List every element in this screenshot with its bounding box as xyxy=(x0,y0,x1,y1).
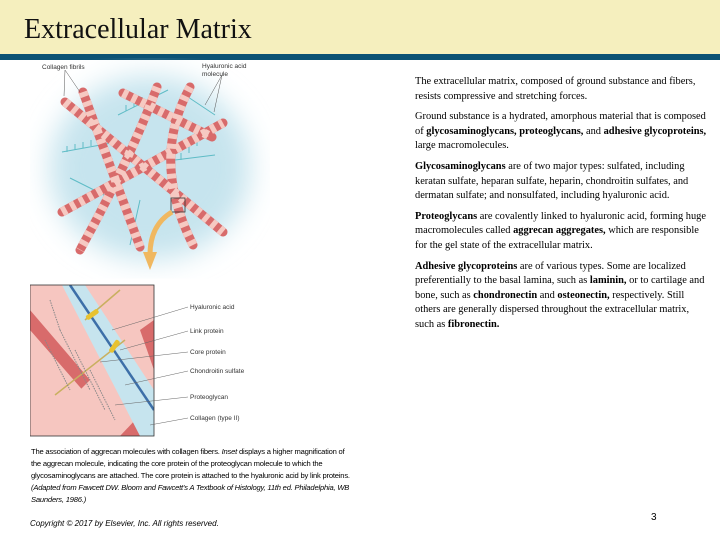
p1-text: The extracellular matrix, composed of ground substance and fibers, resists compressive and stretching forces. xyxy=(415,76,696,102)
p5-d: or to cartilage and bone, such as xyxy=(415,275,705,301)
slide-header xyxy=(0,0,720,54)
p5-e: chondronectin xyxy=(473,289,538,301)
label-core-protein: Core protein xyxy=(190,349,226,356)
p4-b: are covalently linked to hyaluronic acid, forming huge macromolecules called xyxy=(415,210,706,237)
p5-b: are of various types. Some are localized preferentially to the basal lamina, such as xyxy=(415,260,686,287)
p3-b: are of two major types: sulfated, including keratan sulfate, heparan sulfate, heparin, chondroitin sulfates, and dermatan sulfate; and nonsulfated, including hyaluronic acid. xyxy=(415,160,689,202)
caption-text-1: The association of aggrecan molecules with collagen fibers. xyxy=(31,447,222,456)
ecm-figure xyxy=(30,58,400,443)
paragraph-proteoglycans xyxy=(415,210,707,254)
p2-a: Ground substance is a hydrated, amorphous material that is composed of xyxy=(415,111,706,137)
figure-caption xyxy=(31,446,356,506)
label-collagen-type2: Collagen (type II) xyxy=(190,415,240,422)
p5-g: osteonectin, xyxy=(557,289,610,301)
body-text xyxy=(415,75,707,339)
p4-c: aggrecan aggregates, xyxy=(513,225,606,237)
caption-source: (Adapted from Fawcett DW. Bloom and Fawcett’s A Textbook of Histology, 11th ed. Philadelphia, WB Saunders, 1986.) xyxy=(31,483,350,504)
label-chondroitin-sulfate: Chondroitin sulfate xyxy=(190,368,245,375)
caption-text-2: displays a higher magnification of the aggrecan molecule, indicating the core protein of the proteoglycan molecule to which the glycosaminoglycans are attached. The core protein is attached to the hyaluronic acid by link proteins. xyxy=(31,447,350,480)
inset-diagram xyxy=(30,285,245,436)
ecm-illustration xyxy=(30,58,400,443)
copyright: Copyright © 2017 by Elsevier, Inc. All rights reserved. xyxy=(30,519,219,528)
label-proteoglycan: Proteoglycan xyxy=(190,394,228,401)
p3-a: Glycosaminoglycans xyxy=(415,160,506,172)
p5-a: Adhesive glycoproteins xyxy=(415,260,518,272)
p2-d: adhesive glycoproteins, xyxy=(603,125,707,137)
paragraph-adhesive-glycoproteins xyxy=(415,260,707,333)
p2-b: glycosaminoglycans, proteoglycans, xyxy=(426,125,584,137)
p4-a: Proteoglycans xyxy=(415,210,478,222)
label-hyaluronic-acid: Hyaluronic acid xyxy=(190,304,235,311)
p5-c: laminin, xyxy=(589,275,627,287)
overview-diagram xyxy=(42,63,250,270)
p5-h: respectively. Still others are generally dispersed throughout the extracellular matrix, such as xyxy=(415,289,690,330)
label-hyaluronic-acid-molecule: Hyaluronic acid xyxy=(202,63,247,70)
label-collagen-fibrils: Collagen fibrils xyxy=(42,64,85,71)
caption-inset: Inset xyxy=(221,447,238,456)
slide-title: Extracellular Matrix xyxy=(24,14,252,45)
label-link-protein: Link protein xyxy=(190,328,224,335)
paragraph-ground-substance xyxy=(415,110,707,154)
p5-f: and xyxy=(537,289,558,301)
label-hyaluronic-acid-molecule-line2: molecule xyxy=(202,71,229,78)
paragraph-ecm xyxy=(415,75,707,104)
p2-e: large macromolecules. xyxy=(415,140,509,152)
p5-i: fibronectin. xyxy=(447,318,500,330)
paragraph-gags xyxy=(415,160,707,204)
p4-d: which are responsible for the gel state of the extracellular matrix. xyxy=(415,225,699,251)
p2-c: and xyxy=(583,125,604,137)
page-number: 3 xyxy=(651,512,657,523)
